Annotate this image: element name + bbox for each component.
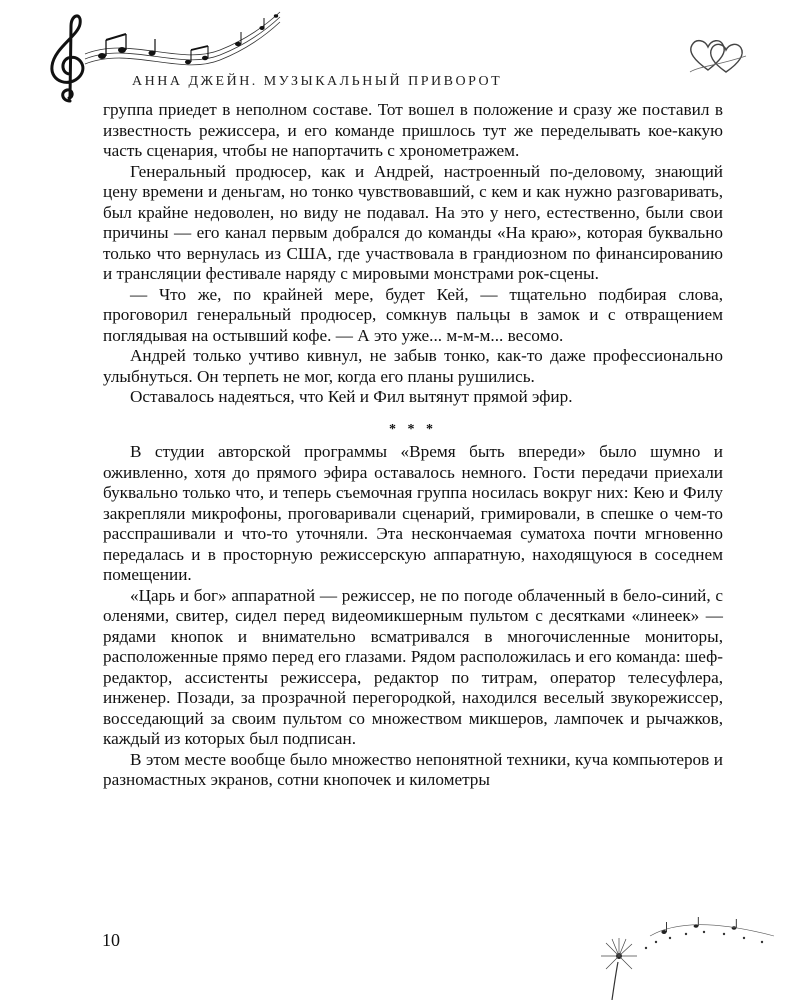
paragraph: В студии авторской программы «Время быть впереди» было шумно и оживленно, хотя до прямого эфира оставалось немного. Гости передачи приехали буквально только что, и теперь съемочная группа носилась вокруг них: Кею и Филу закрепляли микрофоны, проговаривали сценарий, гримировали, в спешке о чем-то расспрашивали и что-то уточняли. Эта нескончаемая суматоха почти мгновенно передалась и в просторную режиссерскую аппаратную, находящуюся в соседнем помещении. xyxy=(103,442,723,584)
dandelion-music-notes-icon xyxy=(584,916,784,1005)
intertwined-hearts-icon xyxy=(686,36,750,81)
paragraph: Андрей только учтиво кивнул, не забыв тонко, как-то даже профессионально улыбнуться. Он терпеть не мог, когда его планы рушились. xyxy=(103,346,723,386)
paragraph: группа приедет в неполном составе. Тот вошел в положение и сразу же поставил в известность режиссера, и его команде пришлось тут же переделывать кое-какую часть сценария, чтобы не напортачить с хронометражем. xyxy=(103,100,723,160)
paragraph: «Царь и бог» аппаратной — режиссер, не по погоде облаченный в бело-синий, с оленями, свитер, сидел перед видеомикшерным пультом с десятками «линеек» — рядами кнопок и внимательно всматривался в многочисленные мониторы, расположенные прямо перед его глазами. Рядом расположилась и его команда: шеф-редактор, ассистенты режиссера, редактор по титрам, оператор телесуфлера, инженер. Позади, за прозрачной перегородкой, находился веселый звукорежиссер, восседающий за своим пультом со множеством микшеров, лампочек и рычажков, каждый из которых был подписан. xyxy=(103,585,723,748)
section-separator: * * * xyxy=(389,421,437,437)
paragraph: Оставалось надеяться, что Кей и Фил вытянут прямой эфир. xyxy=(130,387,573,406)
paragraph: Генеральный продюсер, как и Андрей, настроенный по-деловому, знающий цену времени и деньгам, но тонко чувствовавший, с кем и как нужно разговаривать, был крайне недоволен, но виду не подавал. На это у него, естественно, были свои причины — его канал первым добрался до команды «На краю», которая буквально только что вернулась из США, где участвовала в грандиозном по финансированию и трансляции фестивале наряду с мировыми монстрами рок-сцены. xyxy=(103,161,723,283)
running-header-title: АННА ДЖЕЙН. МУЗЫКАЛЬНЫЙ ПРИВОРОТ xyxy=(132,74,503,89)
page-number: 10 xyxy=(102,930,120,950)
paragraph: — Что же, по крайней мере, будет Кей, — тщательно подбирая слова, проговорил генеральный продюсер, сомкнув пальцы в замок и с отвращением поглядывая на остывший кофе. — А это уже... м-м-м... весомо. xyxy=(103,284,723,345)
page-header xyxy=(0,0,800,110)
paragraph: В этом месте вообще было множество непонятной техники, куча компьютеров и разномастных экранов, сотни кнопочек и километры xyxy=(103,749,723,789)
page-body-text xyxy=(103,100,723,791)
treble-clef-music-notes-icon xyxy=(40,6,290,111)
